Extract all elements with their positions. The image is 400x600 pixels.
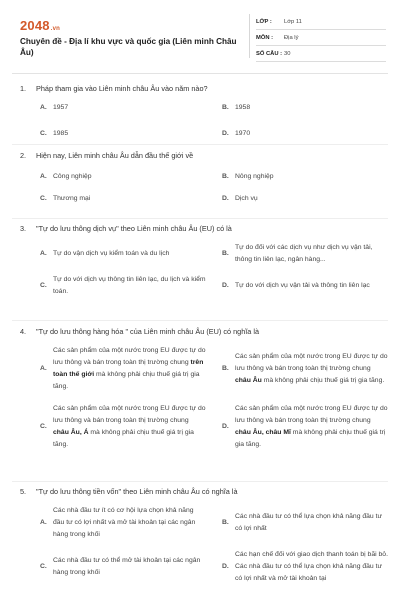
question-2	[20, 151, 388, 205]
option-c[interactable]: C. Các sản phẩm của một nước trong EU được tự do lưu thông và bán trong toàn thị trường chung châu Âu, Á mà không phải chịu thuế giá trị gia tăng.	[40, 405, 206, 448]
option-b[interactable]: B. 1958	[222, 104, 251, 111]
option-grid	[40, 242, 388, 298]
meta-row-subject: MÔN : Địa lý	[256, 30, 386, 46]
option-c[interactable]: C. 1985	[40, 130, 69, 137]
option-grid	[40, 102, 388, 140]
question-4	[20, 327, 388, 451]
question-5	[20, 487, 388, 585]
question-stem: 4. "Tự do lưu thông hàng hóa " của Liên minh châu Âu (EU) có nghĩa là	[20, 327, 260, 336]
option-d[interactable]: D. Các sản phẩm của một nước trong EU được tự do lưu thông và bán trong toàn thị trường chung châu Âu, châu Mĩ mà không phải chịu thuế giá trị gia tăng.	[222, 405, 388, 448]
worksheet-topic: Chuyên đề - Địa lí khu vực và quốc gia (Liên minh Châu Âu)	[20, 37, 237, 57]
meta-row-grade: LỚP : Lớp 11	[256, 14, 386, 30]
option-grid	[40, 505, 388, 585]
option-c[interactable]: C. Tự do với dịch vụ thông tin liên lạc, du lịch và kiểm toán.	[40, 276, 206, 295]
question-3	[20, 224, 388, 298]
option-a[interactable]: A. Các sản phẩm của một nước trong EU được tự do lưu thông và bán trong toàn thị trường chung trên toàn thế giới mà không phải chịu thuế giá trị gia tăng.	[40, 347, 206, 390]
header-divider	[249, 14, 250, 58]
option-a[interactable]: A. 1957	[40, 104, 69, 111]
question-divider	[12, 481, 388, 482]
option-c[interactable]: C. Thương mại	[40, 195, 91, 202]
worksheet-header	[0, 0, 400, 66]
question-stem: 3. "Tự do lưu thông dịch vụ" theo Liên minh châu Âu (EU) có là	[20, 224, 232, 233]
site-logo[interactable]	[20, 18, 60, 33]
question-stem: 1. Pháp tham gia vào Liên minh châu Âu vào năm nào?	[20, 84, 208, 93]
logo-text: 2048	[20, 18, 50, 33]
header-bottom-divider	[12, 73, 388, 74]
question-stem: 5. "Tự do lưu thông tiền vốn" theo Liên minh châu Âu có nghĩa là	[20, 487, 238, 496]
option-a[interactable]: A. Các nhà đầu tư ít có cơ hội lựa chọn khả năng đầu tư có lợi nhất và mở tài khoản tại các ngân hàng trong khối	[40, 507, 196, 538]
option-grid	[40, 345, 388, 451]
option-d[interactable]: D. Các hạn chế đối với giao dịch thanh toán bị bãi bỏ. Các nhà đầu tư có thể lựa chọn khả năng đầu tư có lợi nhất và mở tài khoản tại	[222, 551, 388, 582]
option-a[interactable]: A. Tự do vận dịch vụ kiểm toán và du lịch	[40, 250, 170, 257]
option-d[interactable]: D. 1970	[222, 130, 251, 137]
option-b[interactable]: B. Các sản phẩm của một nước trong EU được tự do lưu thông và bán trong toàn thị trường chung châu Âu mà không phải chịu thuế giá trị gia tăng.	[222, 353, 388, 384]
question-divider	[12, 218, 388, 219]
worksheet-meta	[256, 14, 386, 62]
question-divider	[12, 144, 388, 145]
option-grid	[40, 171, 388, 205]
option-d[interactable]: D. Tự do với dịch vụ vận tải và thông tin liên lạc	[222, 282, 370, 289]
option-b[interactable]: B. Nông nghiệp	[222, 173, 274, 180]
question-1	[20, 84, 388, 140]
option-d[interactable]: D. Dịch vụ	[222, 195, 258, 202]
option-a[interactable]: A. Công nghiệp	[40, 173, 92, 180]
question-stem: 2. Hiện nay, Liên minh châu Âu dẫn đầu thế giới về	[20, 151, 194, 160]
option-c[interactable]: C. Các nhà đầu tư có thể mở tài khoản tại các ngân hàng trong khối	[40, 557, 201, 576]
question-divider	[12, 320, 388, 321]
meta-row-count: SỐ CÂU : 30	[256, 46, 386, 62]
option-b[interactable]: B. Tự do đối với các dịch vụ như dịch vụ vận tải, thông tin liên lạc, ngân hàng...	[222, 244, 373, 263]
logo-tld: .vn	[50, 26, 61, 32]
option-b[interactable]: B. Các nhà đầu tư có thể lựa chọn khả năng đầu tư có lợi nhất	[222, 513, 383, 532]
